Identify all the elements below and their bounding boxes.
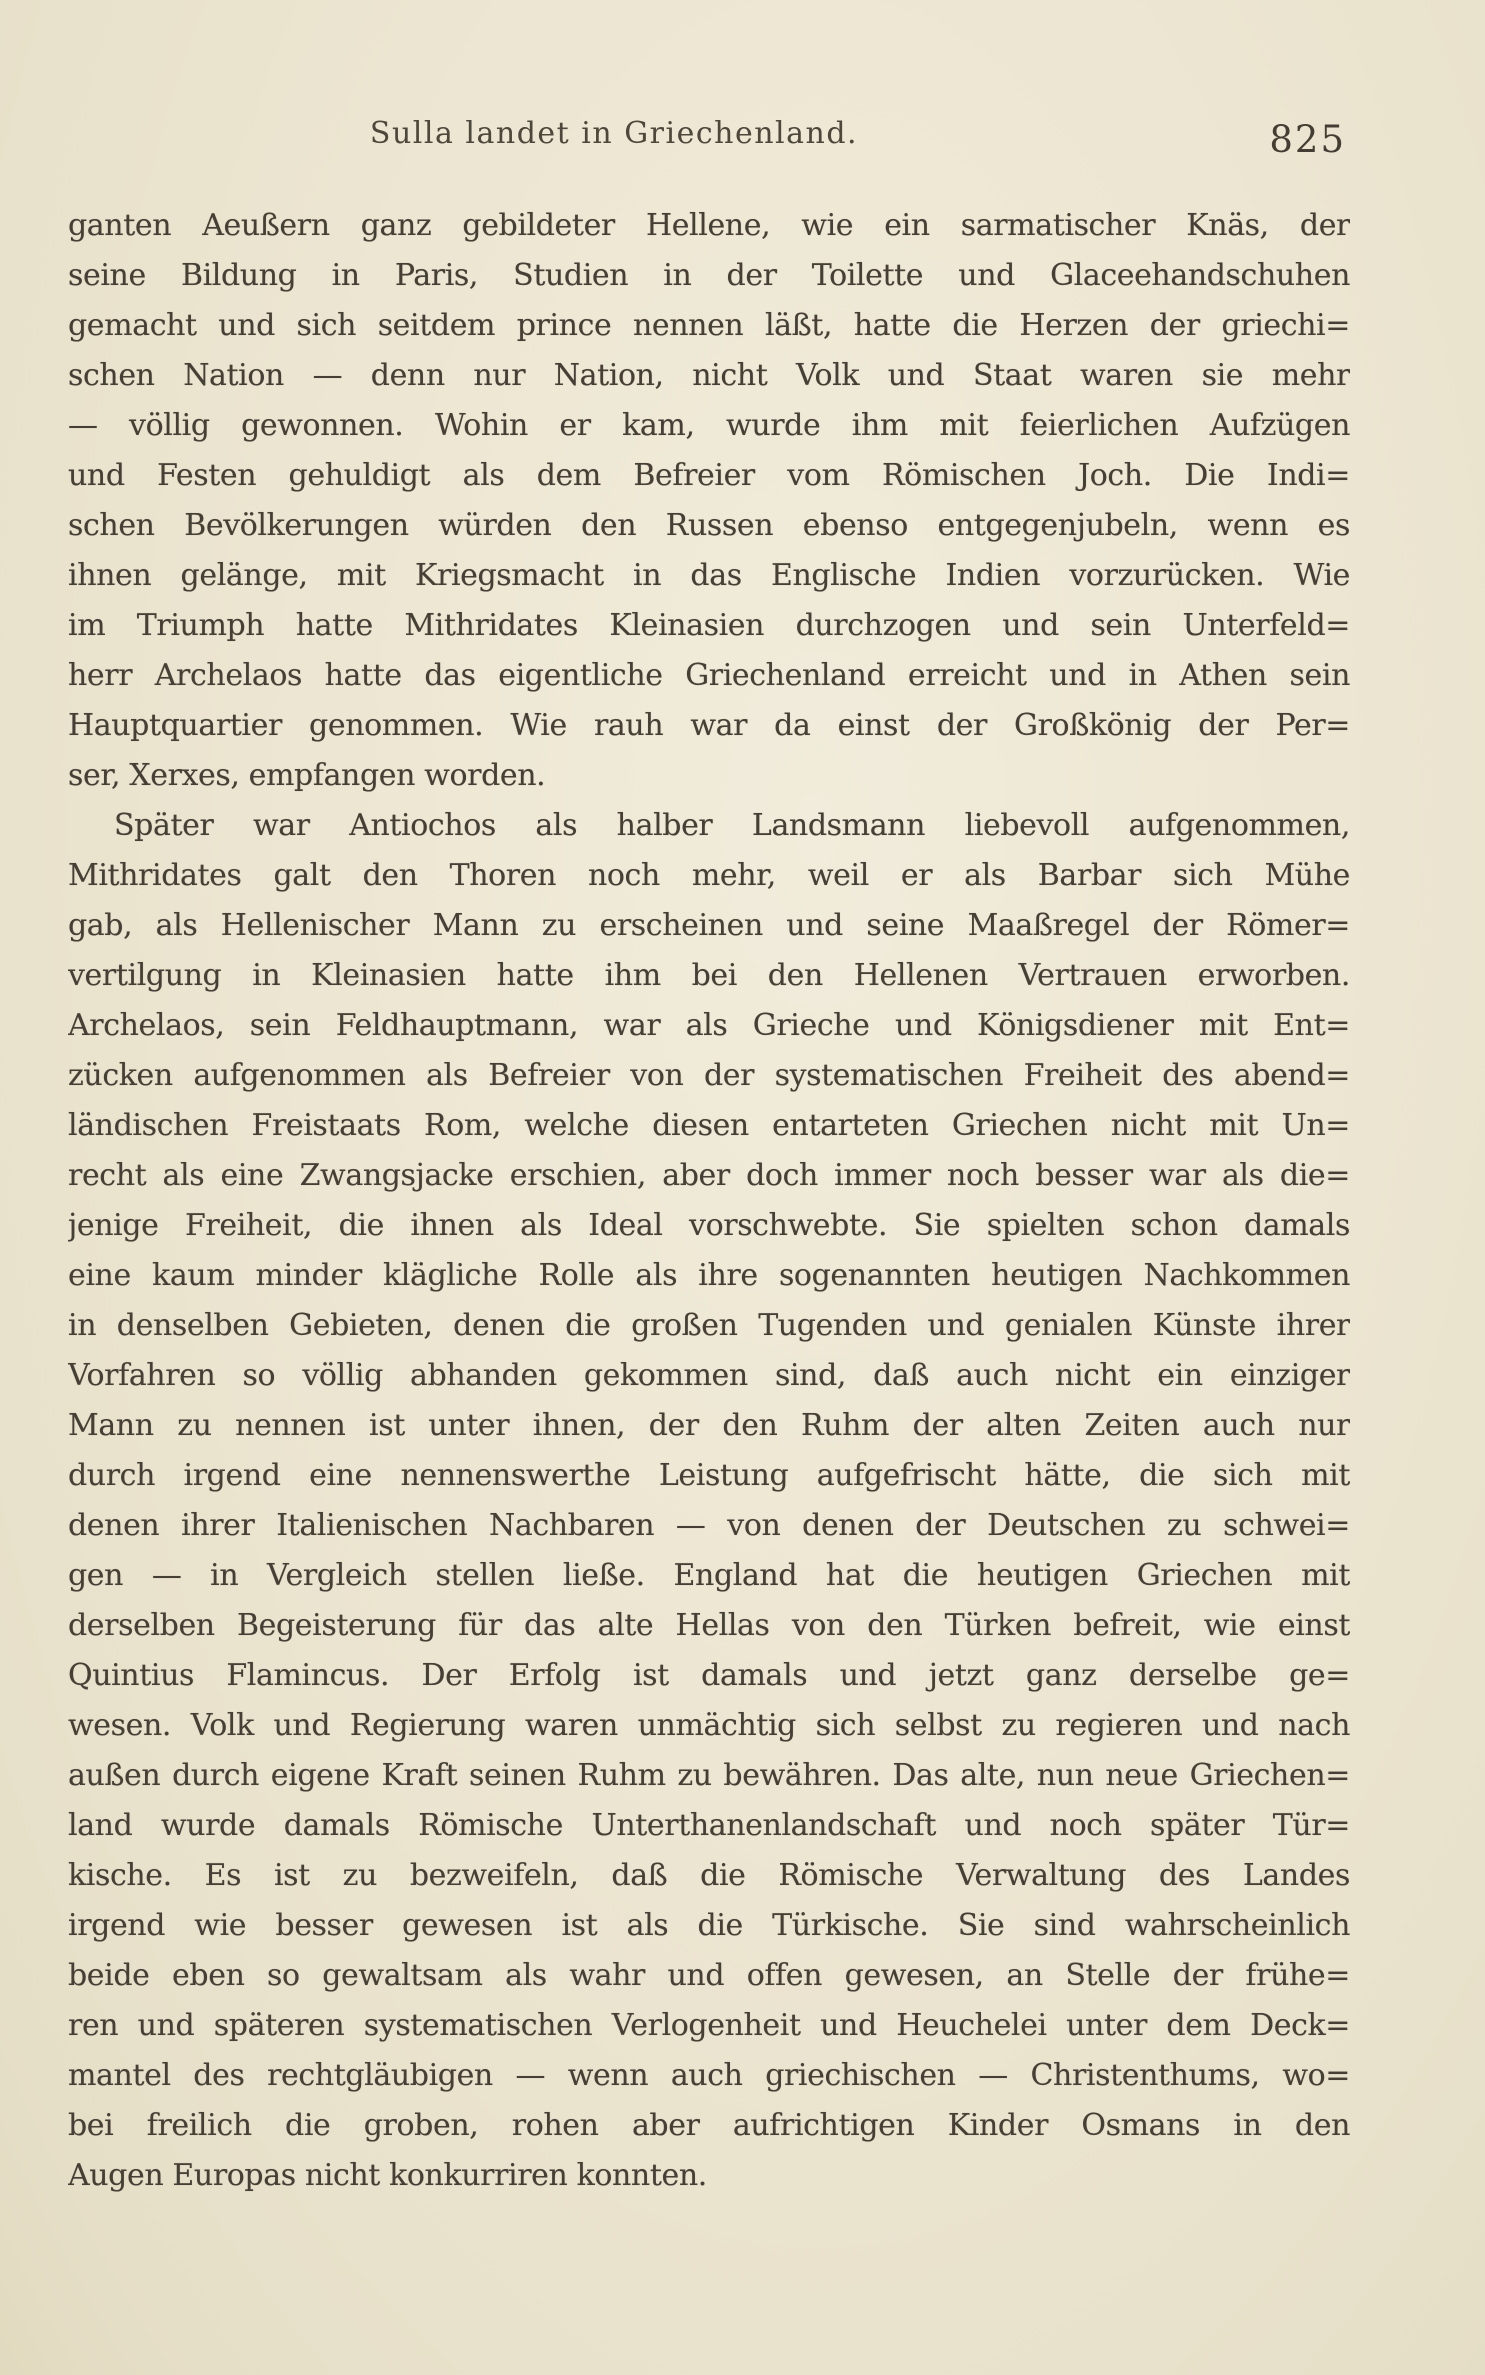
text-line: Hauptquartier genommen. Wie rauh war da einst der Großkönig der Per= [68,708,1350,743]
text-line: denen ihrer Italienischen Nachbaren — von denen der Deutschen zu schwei= [68,1508,1350,1543]
text-line: mantel des rechtgläubigen — wenn auch griechischen — Christenthums, wo= [68,2058,1350,2093]
text-line: in denselben Gebieten, denen die großen Tugenden und genialen Künste ihrer [68,1308,1350,1343]
text-line: ren und späteren systematischen Verlogenheit und Heuchelei unter dem Deck= [68,2008,1350,2043]
text-line: Mann zu nennen ist unter ihnen, der den Ruhm der alten Zeiten auch nur [68,1408,1350,1443]
text-line: bei freilich die groben, rohen aber aufrichtigen Kinder Osmans in den [68,2108,1350,2143]
text-line: schen Bevölkerungen würden den Russen ebenso entgegenjubeln, wenn es [68,508,1350,543]
text-line: derselben Begeisterung für das alte Hellas von den Türken befreit, wie einst [68,1608,1350,1643]
text-line: außen durch eigene Kraft seinen Ruhm zu bewähren. Das alte, nun neue Griechen= [68,1758,1350,1793]
running-head [68,110,1350,162]
paragraph [68,201,1350,801]
text-line: Vorfahren so völlig abhanden gekommen sind, daß auch nicht ein einziger [68,1358,1350,1393]
text-line: schen Nation — denn nur Nation, nicht Volk und Staat waren sie mehr [68,358,1350,393]
text-line: vertilgung in Kleinasien hatte ihm bei den Hellenen Vertrauen erworben. [68,958,1350,993]
text-line: ländischen Freistaats Rom, welche diesen entarteten Griechen nicht mit Un= [68,1108,1350,1143]
text-line: Später war Antiochos als halber Landsmann liebevoll aufgenommen, [114,808,1350,843]
text-line: kische. Es ist zu bezweifeln, daß die Römische Verwaltung des Landes [68,1858,1350,1893]
text-line: und Festen gehuldigt als dem Befreier vom Römischen Joch. Die Indi= [68,458,1350,493]
text-line: durch irgend eine nennenswerthe Leistung aufgefrischt hätte, die sich mit [68,1458,1350,1493]
text-line: zücken aufgenommen als Befreier von der systematischen Freiheit des abend= [68,1058,1350,1093]
text-line: recht als eine Zwangsjacke erschien, aber doch immer noch besser war als die= [68,1158,1350,1193]
paragraph [68,801,1350,2201]
text-line: gemacht und sich seitdem prince nennen läßt, hatte die Herzen der griechi= [68,308,1350,343]
text-line: gab, als Hellenischer Mann zu erscheinen und seine Maaßregel der Römer= [68,908,1350,943]
text-line: Quintius Flamincus. Der Erfolg ist damals und jetzt ganz derselbe ge= [68,1658,1350,1693]
text-line: im Triumph hatte Mithridates Kleinasien durchzogen und sein Unterfeld= [68,608,1350,643]
text-line: beide eben so gewaltsam als wahr und offen gewesen, an Stelle der frühe= [68,1958,1350,1993]
text-line: wesen. Volk und Regierung waren unmächtig sich selbst zu regieren und nach [68,1708,1350,1743]
text-line: ganten Aeußern ganz gebildeter Hellene, wie ein sarmatischer Knäs, der [68,208,1350,243]
running-head-title: Sulla landet in Griechenland. [369,116,859,151]
page-number: 825 [1269,118,1346,161]
text-line: Mithridates galt den Thoren noch mehr, weil er als Barbar sich Mühe [68,858,1350,893]
text-line: gen — in Vergleich stellen ließe. England hat die heutigen Griechen mit [68,1558,1350,1593]
text-line: Augen Europas nicht konkurriren konnten. [68,2158,707,2193]
text-line: seine Bildung in Paris, Studien in der Toilette und Glaceehandschuhen [68,258,1350,293]
text-line: ihnen gelänge, mit Kriegsmacht in das Englische Indien vorzurücken. Wie [68,558,1350,593]
text-line: ser, Xerxes, empfangen worden. [68,758,546,793]
text-line: — völlig gewonnen. Wohin er kam, wurde ihm mit feierlichen Aufzügen [68,408,1350,443]
text-line: jenige Freiheit, die ihnen als Ideal vorschwebte. Sie spielten schon damals [68,1208,1350,1243]
text-line: Archelaos, sein Feldhauptmann, war als Grieche und Königsdiener mit Ent= [68,1008,1350,1043]
text-line: eine kaum minder klägliche Rolle als ihre sogenannten heutigen Nachkommen [68,1258,1350,1293]
text-line: land wurde damals Römische Unterthanenlandschaft und noch später Tür= [68,1808,1350,1843]
text-line: herr Archelaos hatte das eigentliche Griechenland erreicht und in Athen sein [68,658,1350,693]
text-block [68,201,1350,2201]
text-line: irgend wie besser gewesen ist als die Türkische. Sie sind wahrscheinlich [68,1908,1350,1943]
